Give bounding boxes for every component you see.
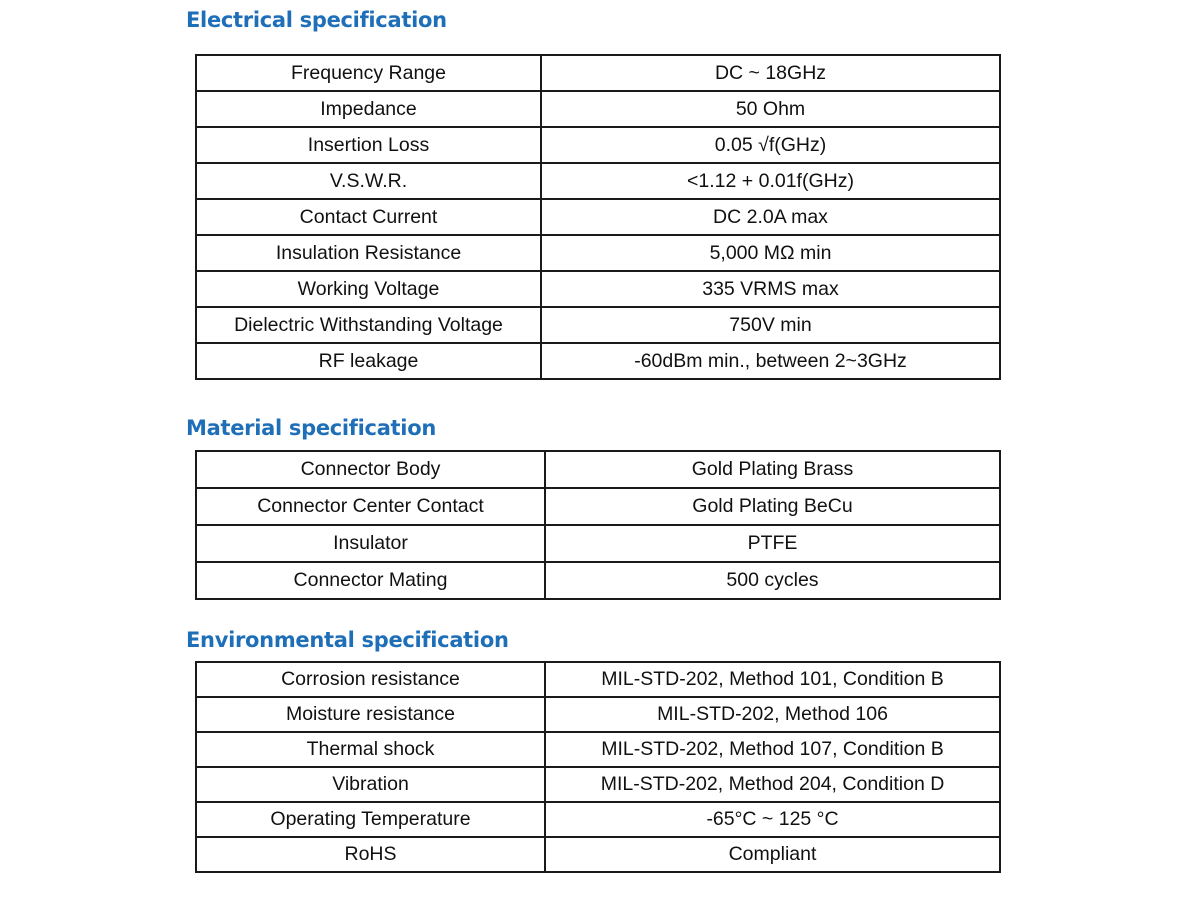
- table-row: [196, 562, 1000, 599]
- spec-label: Insulation Resistance: [196, 235, 541, 271]
- table-row: [196, 235, 1000, 271]
- table-row: [196, 91, 1000, 127]
- spec-label: Moisture resistance: [196, 697, 545, 732]
- table-row: [196, 307, 1000, 343]
- table-row: [196, 199, 1000, 235]
- spec-label: Insertion Loss: [196, 127, 541, 163]
- spec-value: MIL-STD-202, Method 204, Condition D: [545, 767, 1000, 802]
- table-row: [196, 525, 1000, 562]
- table-row: [196, 163, 1000, 199]
- table-row: [196, 697, 1000, 732]
- spec-value: -65°C ~ 125 °C: [545, 802, 1000, 837]
- spec-value: 50 Ohm: [541, 91, 1000, 127]
- spec-label: Vibration: [196, 767, 545, 802]
- environmental-spec-heading: Environmental specification: [186, 628, 509, 652]
- table-row: [196, 837, 1000, 872]
- spec-label: Dielectric Withstanding Voltage: [196, 307, 541, 343]
- spec-label: Frequency Range: [196, 55, 541, 91]
- spec-label: RF leakage: [196, 343, 541, 379]
- table-row: [196, 343, 1000, 379]
- table-row: [196, 732, 1000, 767]
- spec-label: Working Voltage: [196, 271, 541, 307]
- spec-label: Connector Mating: [196, 562, 545, 599]
- environmental-spec-table: [195, 661, 1001, 873]
- spec-value: DC ~ 18GHz: [541, 55, 1000, 91]
- spec-value: MIL-STD-202, Method 107, Condition B: [545, 732, 1000, 767]
- spec-value: Compliant: [545, 837, 1000, 872]
- spec-value: 750V min: [541, 307, 1000, 343]
- spec-value: MIL-STD-202, Method 106: [545, 697, 1000, 732]
- table-row: [196, 55, 1000, 91]
- spec-value: <1.12 + 0.01f(GHz): [541, 163, 1000, 199]
- spec-value: PTFE: [545, 525, 1000, 562]
- electrical-spec-heading: Electrical specification: [186, 8, 447, 32]
- spec-label: Impedance: [196, 91, 541, 127]
- table-row: [196, 271, 1000, 307]
- table-row: [196, 662, 1000, 697]
- spec-label: Insulator: [196, 525, 545, 562]
- spec-label: Connector Body: [196, 451, 545, 488]
- spec-label: Operating Temperature: [196, 802, 545, 837]
- spec-value: 0.05 √f(GHz): [541, 127, 1000, 163]
- spec-label: Corrosion resistance: [196, 662, 545, 697]
- spec-value: DC 2.0A max: [541, 199, 1000, 235]
- table-row: [196, 767, 1000, 802]
- spec-value: Gold Plating BeCu: [545, 488, 1000, 525]
- material-spec-table: [195, 450, 1001, 600]
- spec-label: RoHS: [196, 837, 545, 872]
- spec-label: Thermal shock: [196, 732, 545, 767]
- spec-value: 5,000 MΩ min: [541, 235, 1000, 271]
- spec-label: Connector Center Contact: [196, 488, 545, 525]
- table-row: [196, 451, 1000, 488]
- spec-value: -60dBm min., between 2~3GHz: [541, 343, 1000, 379]
- electrical-spec-table: [195, 54, 1001, 380]
- spec-label: Contact Current: [196, 199, 541, 235]
- spec-value: 335 VRMS max: [541, 271, 1000, 307]
- spec-value: MIL-STD-202, Method 101, Condition B: [545, 662, 1000, 697]
- spec-value: 500 cycles: [545, 562, 1000, 599]
- table-row: [196, 802, 1000, 837]
- table-row: [196, 127, 1000, 163]
- material-spec-heading: Material specification: [186, 416, 436, 440]
- table-row: [196, 488, 1000, 525]
- spec-value: Gold Plating Brass: [545, 451, 1000, 488]
- spec-label: V.S.W.R.: [196, 163, 541, 199]
